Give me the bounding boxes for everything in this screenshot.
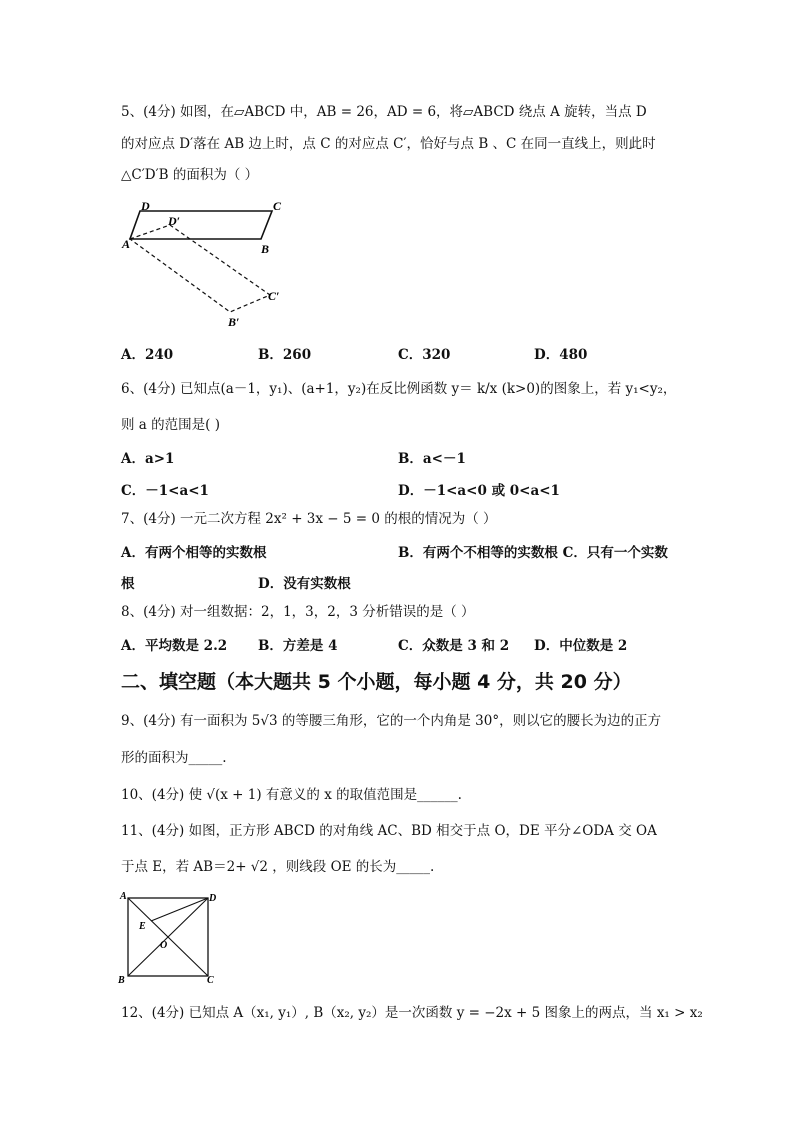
q5-option-b: B．260 xyxy=(258,347,312,363)
q6-option-d: D．－1<a<0 或 0<a<1 xyxy=(398,483,560,499)
q11-label-E: E xyxy=(139,921,146,932)
q8-option-d: D．中位数是 2 xyxy=(534,638,628,654)
q11-label-C: C xyxy=(207,975,214,986)
q11-square-figure xyxy=(116,890,220,986)
q7-option-b-c: B．有两个不相等的实数根 C．只有一个实数 xyxy=(398,545,668,561)
section2-heading: 二、填空题（本大题共 5 个小题，每小题 4 分，共 20 分） xyxy=(121,671,632,693)
q8-option-b: B．方差是 4 xyxy=(258,638,338,654)
q12-line1: 12、(4分) 已知点 A（x₁, y₁）, B（x₂, y₂）是一次函数 y = −2x + 5 图象上的两点，当 x₁ > x₂ xyxy=(121,1005,703,1021)
q9-line2: 形的面积为_____. xyxy=(121,750,227,766)
q6-option-c: C．－1<a<1 xyxy=(121,483,209,499)
q6-line2: 则 a 的范围是( ) xyxy=(121,417,220,433)
q10-line1: 10、(4分) 使 √(x + 1) 有意义的 x 的取值范围是______. xyxy=(121,787,462,803)
q11-label-B: B xyxy=(118,975,125,986)
q6-option-b: B．a<－1 xyxy=(398,451,466,467)
q5-label-Dp: D′ xyxy=(168,214,181,228)
q5-label-B: B xyxy=(261,242,270,256)
q9-line1: 9、(4分) 有一面积为 5√3 的等腰三角形，它的一个内角是 30°，则以它的腰长为边的正方 xyxy=(121,713,662,729)
q5-line1: 5、(4分) 如图，在▱ABCD 中，AB = 26，AD = 6，将▱ABCD 绕点 A 旋转，当点 D xyxy=(121,104,647,120)
q8-line1: 8、(4分) 对一组数据：2，1，3，2，3 分析错误的是（ ） xyxy=(121,604,475,620)
q5-line2: 的对应点 D′落在 AB 边上时，点 C 的对应点 C′，恰好与点 B 、C 在同一直线上，则此时 xyxy=(121,136,656,152)
q5-label-A: A xyxy=(122,237,131,251)
q7-option-c-cont: 根 xyxy=(121,576,135,592)
q6-option-a: A．a>1 xyxy=(121,451,175,467)
q11-label-A: A xyxy=(120,891,127,902)
q5-parallelogram-figure xyxy=(118,198,298,334)
q7-option-a: A．有两个相等的实数根 xyxy=(121,545,267,561)
q8-option-a: A．平均数是 2.2 xyxy=(121,638,228,654)
q5-option-d: D．480 xyxy=(534,347,588,363)
q7-line1: 7、(4分) 一元二次方程 2x² + 3x − 5 = 0 的根的情况为（ ） xyxy=(121,511,497,527)
q11-label-O: O xyxy=(160,940,168,951)
q5-label-C: C xyxy=(273,199,282,213)
q5-label-Bp: B′ xyxy=(228,315,240,329)
q7-option-d: D．没有实数根 xyxy=(258,576,351,592)
q5-label-Cp: C′ xyxy=(268,289,280,303)
q11-label-D: D xyxy=(209,893,217,904)
q5-option-a: A．240 xyxy=(121,347,174,363)
q5-line3: △C′D′B 的面积为（ ） xyxy=(121,167,259,183)
q8-option-c: C．众数是 3 和 2 xyxy=(398,638,510,654)
q11-line2: 于点 E，若 AB＝2+ √2 ，则线段 OE 的长为_____. xyxy=(121,859,435,875)
q11-line1: 11、(4分) 如图，正方形 ABCD 的对角线 AC、BD 相交于点 O，DE 平分∠ODA 交 OA xyxy=(121,823,657,839)
q5-option-c: C．320 xyxy=(398,347,451,363)
q6-line1: 6、(4分) 已知点(a－1，y₁)、(a+1，y₂)在反比例函数 y＝ k/x (k>0)的图象上，若 y₁<y₂， xyxy=(121,381,677,397)
q5-label-D: D xyxy=(141,199,150,213)
